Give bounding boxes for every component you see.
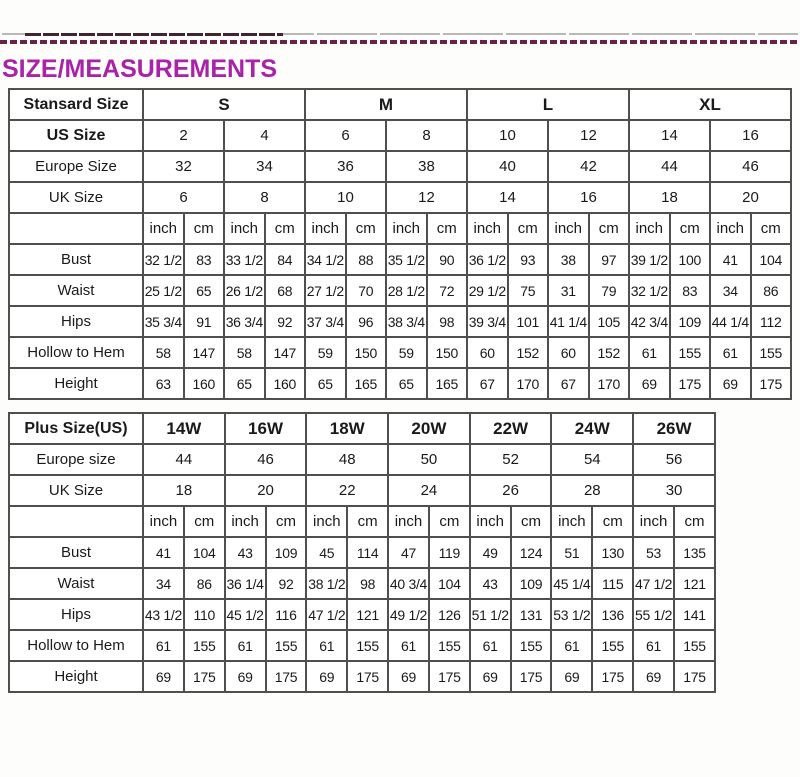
row-label-cell: Hips xyxy=(9,306,143,337)
size-value-cell: 10 xyxy=(305,182,386,213)
measure-row xyxy=(9,537,715,568)
page-title: SIZE/MEASUREMENTS xyxy=(2,55,278,83)
unit-cell: inch xyxy=(143,213,184,244)
value-cell: 115 xyxy=(592,568,633,599)
value-cell: 43 xyxy=(225,537,266,568)
size-value-cell: 32 xyxy=(143,151,224,182)
value-cell: 37 3/4 xyxy=(305,306,346,337)
measure-row xyxy=(9,244,791,275)
value-cell: 119 xyxy=(429,537,470,568)
value-cell: 160 xyxy=(265,368,306,399)
size-value-cell: 46 xyxy=(710,151,791,182)
value-cell: 155 xyxy=(674,630,715,661)
unit-cell: inch xyxy=(548,213,589,244)
size-value-cell: 20 xyxy=(710,182,791,213)
value-cell: 60 xyxy=(467,337,508,368)
size-row xyxy=(9,182,791,213)
group-header-cell: S xyxy=(143,89,305,120)
row-label-cell: Bust xyxy=(9,537,143,568)
value-cell: 175 xyxy=(184,661,225,692)
value-cell: 25 1/2 xyxy=(143,275,184,306)
value-cell: 147 xyxy=(184,337,225,368)
value-cell: 175 xyxy=(674,661,715,692)
size-value-cell: 8 xyxy=(386,120,467,151)
value-cell: 93 xyxy=(508,244,549,275)
unit-cell: inch xyxy=(629,213,670,244)
size-value-cell: 38 xyxy=(386,151,467,182)
value-cell: 155 xyxy=(184,630,225,661)
value-cell: 175 xyxy=(592,661,633,692)
size-value-cell: 12 xyxy=(548,120,629,151)
value-cell: 31 xyxy=(548,275,589,306)
size-value-cell: 42 xyxy=(548,151,629,182)
value-cell: 114 xyxy=(347,537,388,568)
value-cell: 53 xyxy=(633,537,674,568)
row-label-cell: Europe Size xyxy=(9,151,143,182)
value-cell: 40 3/4 xyxy=(388,568,429,599)
value-cell: 69 xyxy=(551,661,592,692)
value-cell: 67 xyxy=(467,368,508,399)
row-label-cell: Height xyxy=(9,368,143,399)
value-cell: 34 xyxy=(710,275,751,306)
unit-cell: inch xyxy=(470,506,511,537)
size-value-cell: 28 xyxy=(551,475,633,506)
value-cell: 105 xyxy=(589,306,630,337)
value-cell: 63 xyxy=(143,368,184,399)
value-cell: 97 xyxy=(589,244,630,275)
value-cell: 68 xyxy=(265,275,306,306)
value-cell: 86 xyxy=(184,568,225,599)
value-cell: 92 xyxy=(265,306,306,337)
value-cell: 104 xyxy=(184,537,225,568)
size-value-cell: 18 xyxy=(629,182,710,213)
empty-corner-cell xyxy=(9,213,143,244)
size-value-cell: 2 xyxy=(143,120,224,151)
value-cell: 53 1/2 xyxy=(551,599,592,630)
row-label-cell: Waist xyxy=(9,275,143,306)
size-row xyxy=(9,151,791,182)
value-cell: 65 xyxy=(305,368,346,399)
value-cell: 116 xyxy=(266,599,307,630)
corner-cell: Stansard Size xyxy=(9,89,143,120)
row-label-cell: UK Size xyxy=(9,182,143,213)
value-cell: 175 xyxy=(511,661,552,692)
value-cell: 41 xyxy=(710,244,751,275)
value-cell: 86 xyxy=(751,275,792,306)
value-cell: 135 xyxy=(674,537,715,568)
value-cell: 136 xyxy=(592,599,633,630)
row-label-cell: US Size xyxy=(9,120,143,151)
value-cell: 36 1/2 xyxy=(467,244,508,275)
value-cell: 84 xyxy=(265,244,306,275)
value-cell: 47 1/2 xyxy=(633,568,674,599)
measure-row xyxy=(9,368,791,399)
size-value-cell: 44 xyxy=(629,151,710,182)
value-cell: 152 xyxy=(508,337,549,368)
size-value-cell: 4 xyxy=(224,120,305,151)
unit-cell: inch xyxy=(710,213,751,244)
value-cell: 170 xyxy=(589,368,630,399)
value-cell: 61 xyxy=(633,630,674,661)
unit-cell: cm xyxy=(674,506,715,537)
unit-cell: cm xyxy=(346,213,387,244)
value-cell: 70 xyxy=(346,275,387,306)
value-cell: 38 3/4 xyxy=(386,306,427,337)
row-label-cell: Bust xyxy=(9,244,143,275)
value-cell: 170 xyxy=(508,368,549,399)
value-cell: 155 xyxy=(429,630,470,661)
corner-cell: Plus Size(US) xyxy=(9,413,143,444)
row-label-cell: UK Size xyxy=(9,475,143,506)
unit-cell: inch xyxy=(467,213,508,244)
unit-cell: inch xyxy=(306,506,347,537)
value-cell: 34 xyxy=(143,568,184,599)
value-cell: 90 xyxy=(427,244,468,275)
size-value-cell: 40 xyxy=(467,151,548,182)
standard-size-table xyxy=(8,88,792,400)
unit-cell: inch xyxy=(386,213,427,244)
value-cell: 61 xyxy=(470,630,511,661)
row-label-cell: Hollow to Hem xyxy=(9,630,143,661)
value-cell: 92 xyxy=(266,568,307,599)
value-cell: 69 xyxy=(225,661,266,692)
value-cell: 175 xyxy=(670,368,711,399)
value-cell: 175 xyxy=(429,661,470,692)
value-cell: 155 xyxy=(670,337,711,368)
row-label-cell: Height xyxy=(9,661,143,692)
value-cell: 91 xyxy=(184,306,225,337)
value-cell: 121 xyxy=(674,568,715,599)
measure-row xyxy=(9,661,715,692)
group-header-cell: 18W xyxy=(306,413,388,444)
unit-cell: cm xyxy=(589,213,630,244)
value-cell: 155 xyxy=(751,337,792,368)
value-cell: 32 1/2 xyxy=(629,275,670,306)
size-value-cell: 16 xyxy=(548,182,629,213)
size-value-cell: 30 xyxy=(633,475,715,506)
value-cell: 131 xyxy=(511,599,552,630)
group-header-cell: 24W xyxy=(551,413,633,444)
group-header-cell: 14W xyxy=(143,413,225,444)
measure-row xyxy=(9,275,791,306)
value-cell: 59 xyxy=(386,337,427,368)
value-cell: 38 1/2 xyxy=(306,568,347,599)
value-cell: 35 1/2 xyxy=(386,244,427,275)
value-cell: 41 1/4 xyxy=(548,306,589,337)
row-label-cell: Europe size xyxy=(9,444,143,475)
value-cell: 44 1/4 xyxy=(710,306,751,337)
value-cell: 155 xyxy=(347,630,388,661)
size-value-cell: 48 xyxy=(306,444,388,475)
value-cell: 141 xyxy=(674,599,715,630)
value-cell: 69 xyxy=(306,661,347,692)
size-value-cell: 34 xyxy=(224,151,305,182)
size-value-cell: 14 xyxy=(629,120,710,151)
value-cell: 109 xyxy=(266,537,307,568)
size-value-cell: 24 xyxy=(388,475,470,506)
row-label-cell: Hips xyxy=(9,599,143,630)
value-cell: 61 xyxy=(710,337,751,368)
value-cell: 65 xyxy=(224,368,265,399)
value-cell: 41 xyxy=(143,537,184,568)
value-cell: 69 xyxy=(470,661,511,692)
value-cell: 69 xyxy=(143,661,184,692)
unit-row xyxy=(9,213,791,244)
size-value-cell: 56 xyxy=(633,444,715,475)
value-cell: 65 xyxy=(184,275,225,306)
group-header-cell: 20W xyxy=(388,413,470,444)
value-cell: 121 xyxy=(347,599,388,630)
size-value-cell: 20 xyxy=(225,475,307,506)
measure-row xyxy=(9,568,715,599)
value-cell: 69 xyxy=(629,368,670,399)
value-cell: 150 xyxy=(346,337,387,368)
value-cell: 45 xyxy=(306,537,347,568)
unit-cell: cm xyxy=(266,506,307,537)
unit-cell: cm xyxy=(751,213,792,244)
value-cell: 47 1/2 xyxy=(306,599,347,630)
size-value-cell: 50 xyxy=(388,444,470,475)
group-header-cell: 16W xyxy=(225,413,307,444)
size-group-row xyxy=(9,413,715,444)
value-cell: 83 xyxy=(670,275,711,306)
unit-cell: cm xyxy=(265,213,306,244)
value-cell: 101 xyxy=(508,306,549,337)
value-cell: 124 xyxy=(511,537,552,568)
value-cell: 175 xyxy=(266,661,307,692)
value-cell: 45 1/4 xyxy=(551,568,592,599)
value-cell: 49 1/2 xyxy=(388,599,429,630)
value-cell: 112 xyxy=(751,306,792,337)
empty-corner-cell xyxy=(9,506,143,537)
value-cell: 175 xyxy=(751,368,792,399)
value-cell: 39 1/2 xyxy=(629,244,670,275)
value-cell: 61 xyxy=(388,630,429,661)
value-cell: 42 3/4 xyxy=(629,306,670,337)
value-cell: 67 xyxy=(548,368,589,399)
value-cell: 96 xyxy=(346,306,387,337)
value-cell: 61 xyxy=(306,630,347,661)
group-header-cell: XL xyxy=(629,89,791,120)
value-cell: 33 1/2 xyxy=(224,244,265,275)
value-cell: 49 xyxy=(470,537,511,568)
value-cell: 61 xyxy=(225,630,266,661)
value-cell: 29 1/2 xyxy=(467,275,508,306)
value-cell: 35 3/4 xyxy=(143,306,184,337)
unit-cell: cm xyxy=(184,506,225,537)
value-cell: 155 xyxy=(592,630,633,661)
unit-cell: inch xyxy=(633,506,674,537)
size-group-row xyxy=(9,89,791,120)
unit-cell: inch xyxy=(551,506,592,537)
value-cell: 43 1/2 xyxy=(143,599,184,630)
value-cell: 100 xyxy=(670,244,711,275)
unit-cell: inch xyxy=(224,213,265,244)
group-header-cell: L xyxy=(467,89,629,120)
value-cell: 104 xyxy=(429,568,470,599)
size-row xyxy=(9,444,715,475)
size-row xyxy=(9,475,715,506)
unit-cell: inch xyxy=(305,213,346,244)
unit-cell: cm xyxy=(592,506,633,537)
size-value-cell: 54 xyxy=(551,444,633,475)
value-cell: 36 3/4 xyxy=(224,306,265,337)
value-cell: 60 xyxy=(548,337,589,368)
value-cell: 39 3/4 xyxy=(467,306,508,337)
unit-cell: cm xyxy=(184,213,225,244)
value-cell: 61 xyxy=(629,337,670,368)
size-value-cell: 22 xyxy=(306,475,388,506)
value-cell: 79 xyxy=(589,275,630,306)
size-value-cell: 46 xyxy=(225,444,307,475)
size-value-cell: 18 xyxy=(143,475,225,506)
size-row xyxy=(9,120,791,151)
value-cell: 65 xyxy=(386,368,427,399)
value-cell: 147 xyxy=(265,337,306,368)
value-cell: 36 1/4 xyxy=(225,568,266,599)
plus-size-table xyxy=(8,412,716,693)
value-cell: 55 1/2 xyxy=(633,599,674,630)
row-label-cell: Hollow to Hem xyxy=(9,337,143,368)
value-cell: 126 xyxy=(429,599,470,630)
value-cell: 43 xyxy=(470,568,511,599)
value-cell: 98 xyxy=(347,568,388,599)
group-header-cell: 22W xyxy=(470,413,552,444)
measure-row xyxy=(9,630,715,661)
value-cell: 61 xyxy=(551,630,592,661)
unit-cell: inch xyxy=(143,506,184,537)
size-value-cell: 36 xyxy=(305,151,386,182)
unit-cell: cm xyxy=(429,506,470,537)
measure-row xyxy=(9,306,791,337)
value-cell: 69 xyxy=(710,368,751,399)
unit-cell: cm xyxy=(511,506,552,537)
group-header-cell: M xyxy=(305,89,467,120)
value-cell: 47 xyxy=(388,537,429,568)
value-cell: 72 xyxy=(427,275,468,306)
value-cell: 58 xyxy=(143,337,184,368)
value-cell: 45 1/2 xyxy=(225,599,266,630)
value-cell: 110 xyxy=(184,599,225,630)
value-cell: 83 xyxy=(184,244,225,275)
size-value-cell: 10 xyxy=(467,120,548,151)
value-cell: 38 xyxy=(548,244,589,275)
value-cell: 175 xyxy=(347,661,388,692)
dashed-separator xyxy=(0,40,800,44)
value-cell: 165 xyxy=(346,368,387,399)
unit-cell: cm xyxy=(670,213,711,244)
value-cell: 58 xyxy=(224,337,265,368)
value-cell: 69 xyxy=(388,661,429,692)
size-value-cell: 6 xyxy=(143,182,224,213)
size-value-cell: 26 xyxy=(470,475,552,506)
value-cell: 34 1/2 xyxy=(305,244,346,275)
value-cell: 165 xyxy=(427,368,468,399)
value-cell: 75 xyxy=(508,275,549,306)
unit-cell: inch xyxy=(225,506,266,537)
size-value-cell: 12 xyxy=(386,182,467,213)
value-cell: 155 xyxy=(511,630,552,661)
value-cell: 88 xyxy=(346,244,387,275)
value-cell: 69 xyxy=(633,661,674,692)
value-cell: 28 1/2 xyxy=(386,275,427,306)
value-cell: 160 xyxy=(184,368,225,399)
unit-cell: cm xyxy=(508,213,549,244)
unit-cell: inch xyxy=(388,506,429,537)
value-cell: 26 1/2 xyxy=(224,275,265,306)
value-cell: 59 xyxy=(305,337,346,368)
measure-row xyxy=(9,337,791,368)
size-value-cell: 6 xyxy=(305,120,386,151)
group-header-cell: 26W xyxy=(633,413,715,444)
value-cell: 61 xyxy=(143,630,184,661)
value-cell: 109 xyxy=(511,568,552,599)
value-cell: 130 xyxy=(592,537,633,568)
unit-cell: cm xyxy=(347,506,388,537)
size-value-cell: 8 xyxy=(224,182,305,213)
unit-row xyxy=(9,506,715,537)
value-cell: 150 xyxy=(427,337,468,368)
row-label-cell: Waist xyxy=(9,568,143,599)
value-cell: 98 xyxy=(427,306,468,337)
unit-cell: cm xyxy=(427,213,468,244)
value-cell: 51 1/2 xyxy=(470,599,511,630)
value-cell: 27 1/2 xyxy=(305,275,346,306)
value-cell: 32 1/2 xyxy=(143,244,184,275)
size-value-cell: 44 xyxy=(143,444,225,475)
size-value-cell: 14 xyxy=(467,182,548,213)
value-cell: 155 xyxy=(266,630,307,661)
size-value-cell: 16 xyxy=(710,120,791,151)
value-cell: 104 xyxy=(751,244,792,275)
value-cell: 109 xyxy=(670,306,711,337)
value-cell: 51 xyxy=(551,537,592,568)
cutoff-dashed-bar xyxy=(25,33,283,36)
measure-row xyxy=(9,599,715,630)
size-value-cell: 52 xyxy=(470,444,552,475)
value-cell: 152 xyxy=(589,337,630,368)
